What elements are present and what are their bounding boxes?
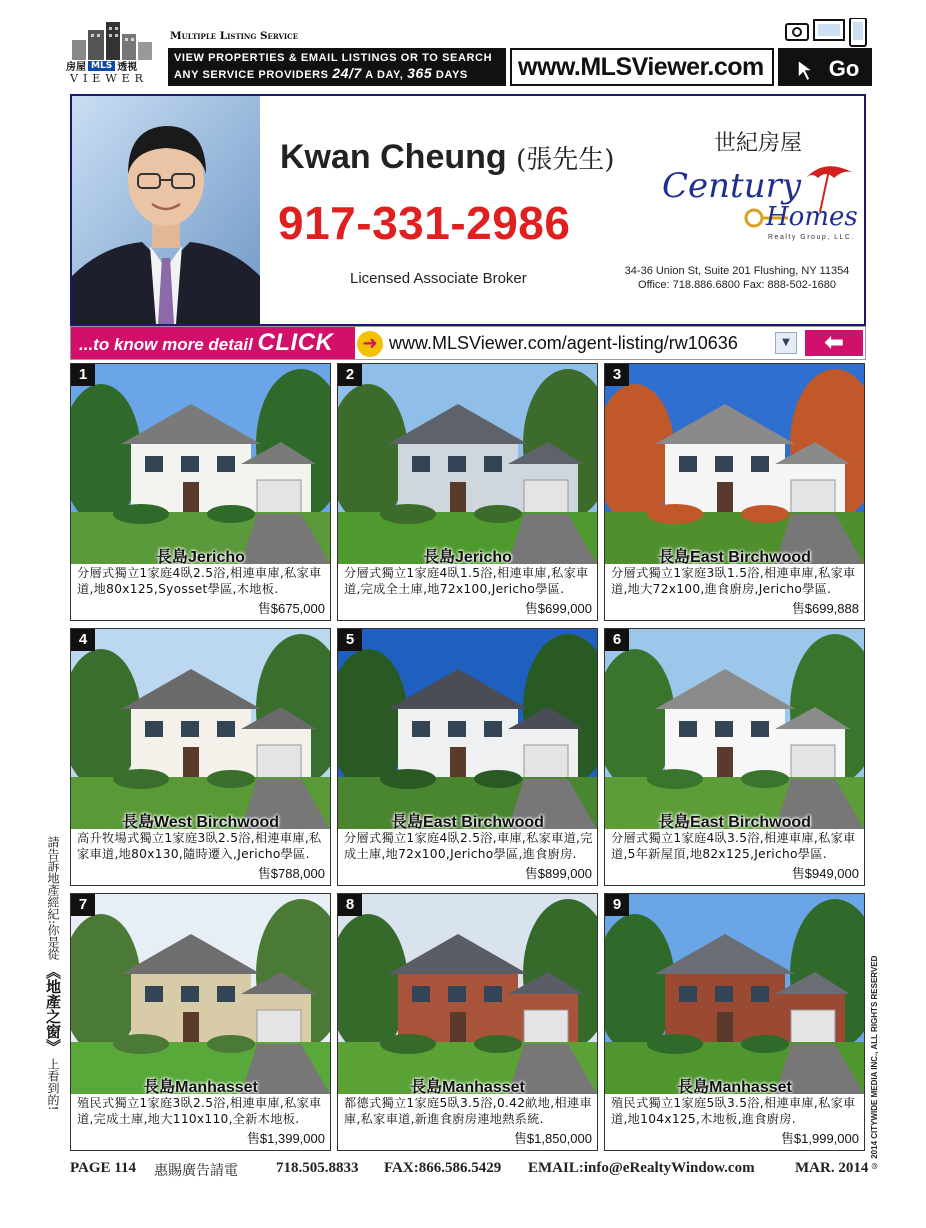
listing-description: 分層式獨立1家庭4臥3.5浴,相連車庫,私家車道,5年新屋頂,地82x125,Jericho學區. [611,831,856,861]
listing-description: 殖民式獨立1家庭3臥2.5浴,相連車庫,私家車道,完成土庫,地大110x110,全新木地板. [77,1096,322,1126]
tagline-line1: VIEW PROPERTIES & EMAIL LISTINGS OR TO SEARCH [174,52,493,64]
house-photo [605,364,864,564]
listing-number: 4 [71,629,95,651]
agent-name-en: Kwan Cheung [280,138,507,176]
listing-card[interactable] [604,893,865,1151]
agent-role: Licensed Associate Broker [350,270,527,287]
century-homes-logo [656,156,862,248]
company-name-cn: 世紀房屋 [714,131,803,156]
listing-price: 售$1,399,000 [243,1128,325,1147]
listing-photo[interactable] [605,629,864,829]
listing-price: 售$899,000 [521,863,592,882]
sidebar-text-a: 請告訴地產經紀:你是從 [46,835,60,960]
listing-location: 長島Jericho [423,549,512,566]
agent-name [280,138,614,177]
listing-price: 售$1,850,000 [510,1128,592,1147]
logo-realty: Realty Group, LLC. [768,234,855,241]
listing-photo[interactable] [71,364,330,564]
listing-card[interactable] [604,363,865,621]
listing-price: 售$699,000 [521,598,592,617]
listing-photo[interactable] [338,894,597,1094]
copyright-notice: © 2014 CITYWIDE MEDIA INC., ALL RIGHTS RESERVED [870,955,879,1170]
house-photo [605,894,864,1094]
listing-number: 6 [605,629,629,651]
tagline-part: A DAY, [365,69,404,81]
chevron-down-icon[interactable]: ▼ [775,332,797,354]
footer-date: MAR. 2014 [795,1160,869,1176]
buildings-icon [70,22,154,60]
house-photo [338,364,597,564]
listing-card[interactable] [70,893,331,1151]
house-photo [71,629,330,829]
listing-photo[interactable] [605,894,864,1094]
logo-cn-left: 房屋 [66,62,86,73]
listing-number: 2 [338,364,362,386]
sidebar-notice [42,778,60,1168]
logo-cn-right: 透視 [117,62,138,73]
cursor-icon [796,58,818,82]
click-label: CLICK [257,329,334,356]
listing-card[interactable] [604,628,865,886]
site-url-link[interactable]: www.MLSViewer.com [510,48,774,86]
service-title: Multiple Listing Service [170,30,299,42]
listing-number: 5 [338,629,362,651]
listing-description: 殖民式獨立1家庭5臥3.5浴,相連車庫,私家車道,地104x125,木地板,進食廚房. [611,1096,856,1126]
house-photo [338,894,597,1094]
listing-description: 分層式獨立1家庭4臥1.5浴,相連車庫,私家車道,完成全土庫,地72x100,Jericho學區. [344,566,589,596]
listing-description: 分層式獨立1家庭4臥2.5浴,相連車庫,私家車道,地80x125,Syosset學區,木地板. [77,566,322,596]
listing-description: 都德式獨立1家庭5臥3.5浴,0.42畝地,相連車庫,私家車道,新進食廚房連地熱系統. [344,1096,592,1126]
logo-mls: MLS [88,61,115,71]
logo-century: Century [662,166,802,206]
listing-number: 1 [71,364,95,386]
logo-homes: Homes [766,202,858,232]
agent-listing-url[interactable]: www.MLSViewer.com/agent-listing/rw10636 [389,333,738,353]
tagline-part: 365 [407,65,433,81]
listing-photo[interactable] [71,894,330,1094]
listing-location: 長島West Birchwood [121,814,280,831]
click-prompt[interactable] [71,327,355,359]
footer-phone[interactable]: 718.505.8833 [276,1160,359,1176]
sidebar-text-c: 上看到的! [46,1057,60,1111]
listing-price: 售$675,000 [254,598,325,617]
sidebar-text-b: 《地產之窗》 [44,963,62,1054]
agent-card [70,94,866,326]
listing-location: 長島Manhasset [677,1079,792,1096]
listing-card[interactable] [337,363,598,621]
listing-location: 長島Manhasset [410,1079,525,1096]
listing-price: 售$1,999,000 [777,1128,859,1147]
listing-card[interactable] [70,628,331,886]
listing-photo[interactable] [605,364,864,564]
listing-number: 9 [605,894,629,916]
page-footer [70,1160,876,1182]
listing-location: 長島Manhasset [143,1079,258,1096]
tagline-part: DAYS [435,69,468,81]
house-photo [605,629,864,829]
click-bar [70,326,866,360]
footer-fax: FAX:866.586.5429 [384,1160,502,1176]
tagline-bar [168,48,506,86]
go-button[interactable]: Go [828,56,860,81]
listing-number: 3 [605,364,629,386]
footer-ad: 惠賜廣告請電 [154,1163,238,1179]
logo-viewer-text: VIEWER [70,72,148,85]
listing-card[interactable] [337,893,598,1151]
back-arrow-button[interactable]: ⬅ [805,330,863,356]
arrow-right-icon[interactable]: ➜ [357,331,383,357]
agent-phone[interactable]: 917-331-2986 [278,197,571,249]
listing-location: 長島East Birchwood [391,814,544,831]
listing-photo[interactable] [338,364,597,564]
mls-viewer-logo[interactable] [66,22,158,86]
tagline-part: ANY SERVICE PROVIDERS [174,69,329,81]
listing-photo[interactable] [338,629,597,829]
listing-location: 長島Jericho [156,549,245,566]
logo-brand [66,58,158,73]
listing-description: 分層式獨立1家庭4臥2.5浴,車庫,私家車道,完成土庫,地72x100,Jericho學區,進食廚房. [344,831,593,861]
listing-price: 售$949,000 [788,863,859,882]
go-area [778,14,872,88]
listing-number: 7 [71,894,95,916]
listing-location: 長島East Birchwood [658,549,811,566]
devices-icon [784,18,872,50]
agent-name-cn: (張先生) [516,145,615,175]
listing-price: 售$788,000 [254,863,325,882]
listing-card[interactable] [337,628,598,886]
office-line: Office: 718.886.6800 Fax: 888-502-1680 [638,279,836,291]
listing-description: 分層式獨立1家庭3臥1.5浴,相連車庫,私家車道,地大72x100,進食廚房,Jericho學區. [611,566,856,596]
listing-card[interactable] [70,363,331,621]
listing-photo[interactable] [71,629,330,829]
tagline-part: 24/7 [332,65,362,81]
house-photo [71,894,330,1094]
top-banner [66,14,872,88]
house-photo [338,629,597,829]
footer-page: PAGE 114 [70,1160,136,1176]
listing-description: 高升牧場式獨立1家庭3臥2.5浴,相連車庫,私家車道,地80x130,隨時遷入,Jericho學區. [77,831,322,861]
agent-photo [72,96,260,324]
listing-location: 長島East Birchwood [658,814,811,831]
tagline-line2 [174,66,500,83]
click-prompt-text: ...to know more detail [79,335,253,354]
company-address [612,264,862,292]
footer-email[interactable]: EMAIL:info@eRealtyWindow.com [528,1160,755,1176]
agent-portrait [72,96,260,324]
listing-number: 8 [338,894,362,916]
address-line: 34-36 Union St, Suite 201 Flushing, NY 11354 [624,265,850,277]
listing-price: 售$699,888 [788,598,859,617]
house-photo [71,364,330,564]
